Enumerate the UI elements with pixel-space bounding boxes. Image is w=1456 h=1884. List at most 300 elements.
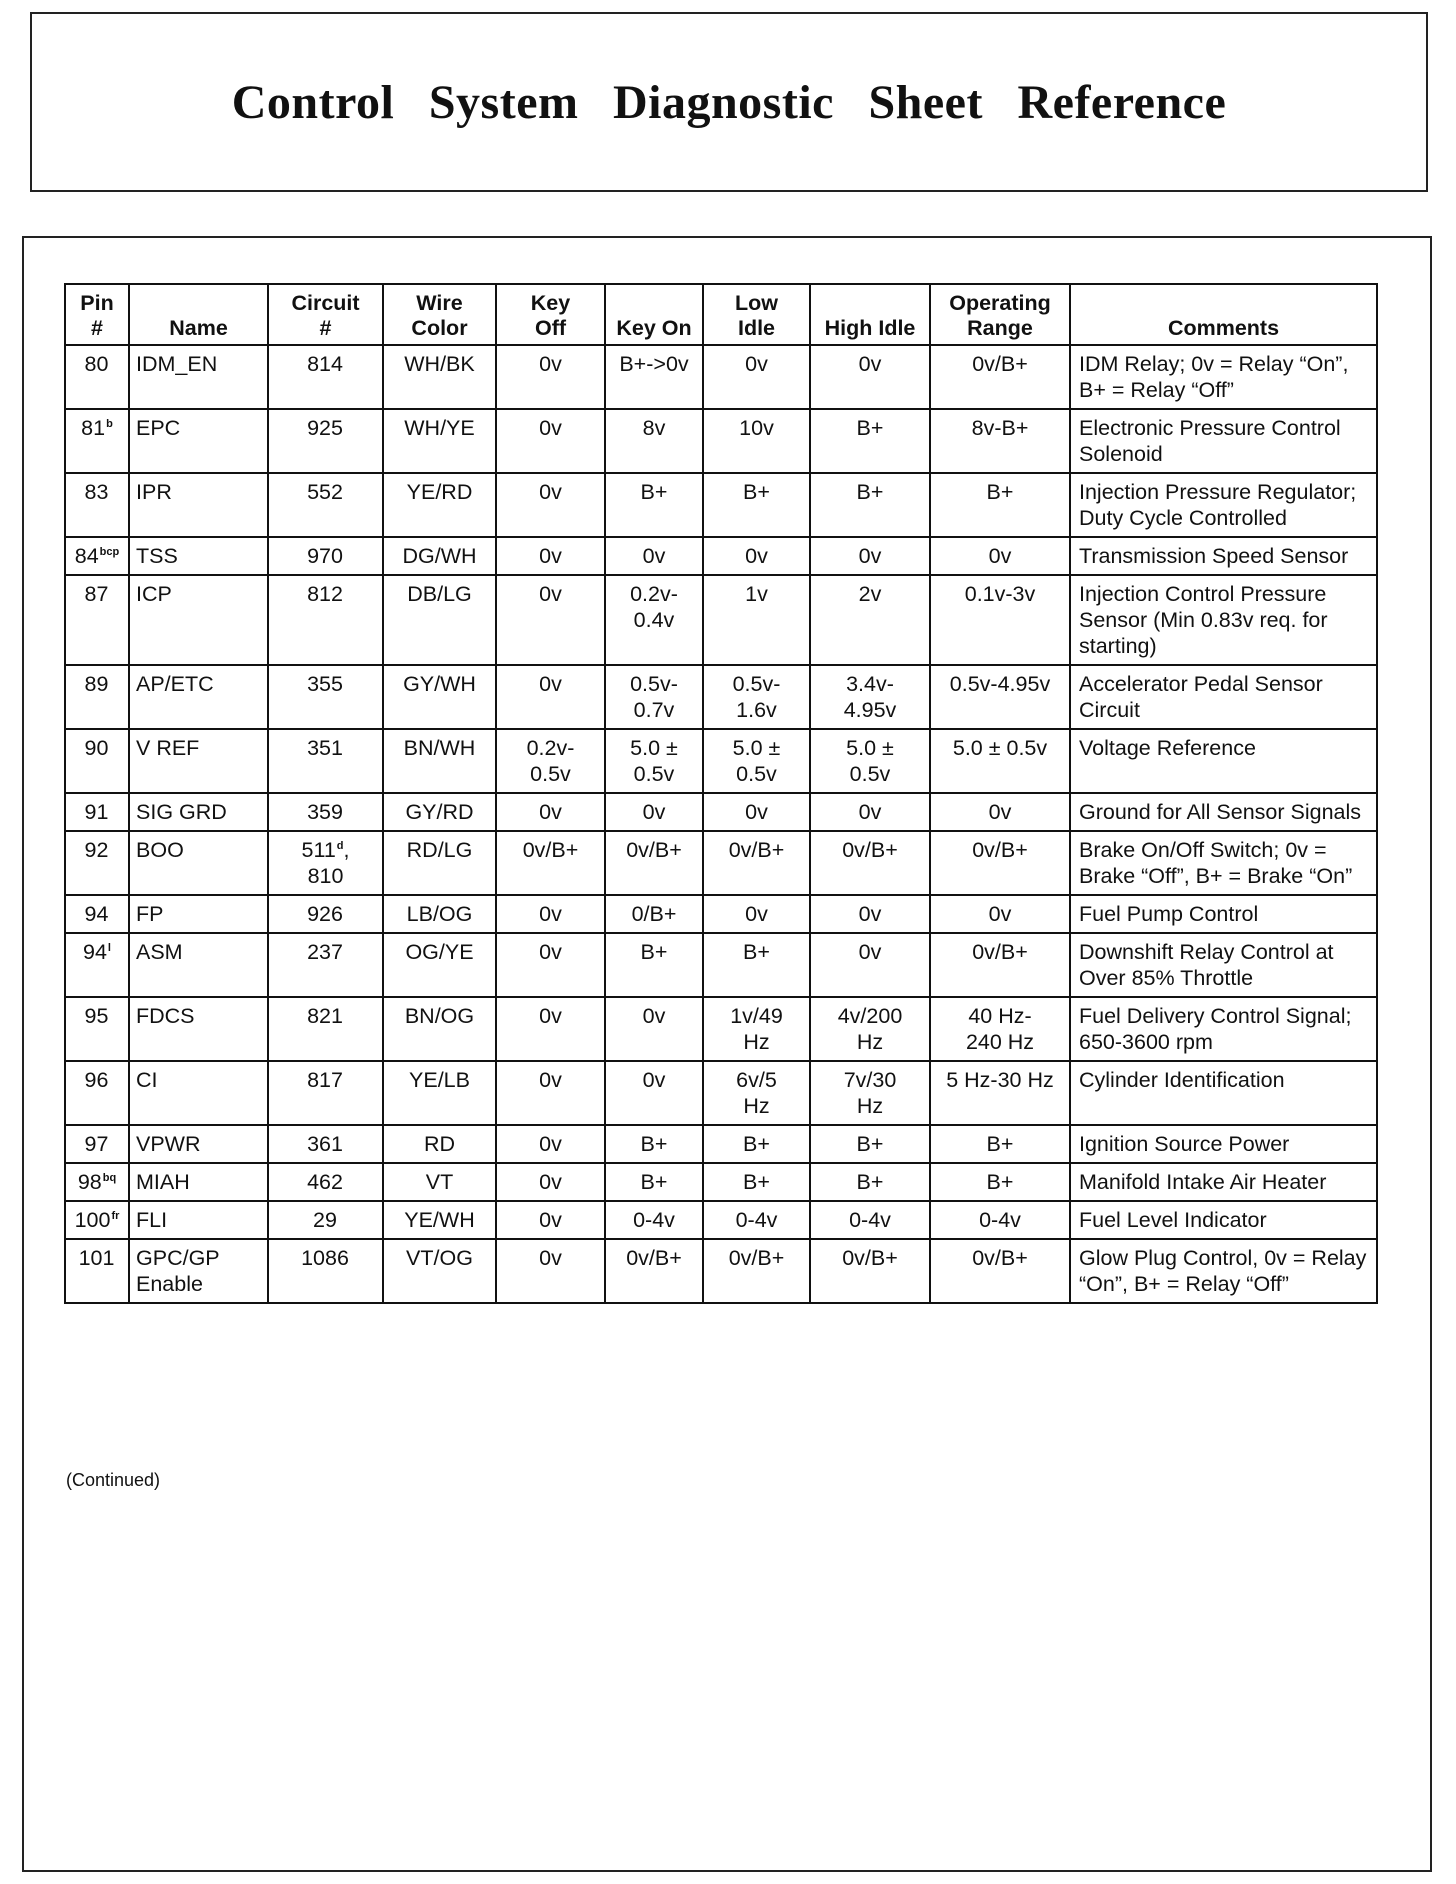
cell-pin bbox=[65, 345, 129, 409]
cell-low-idle bbox=[703, 933, 810, 997]
cell-low-idle-text: 0v bbox=[745, 352, 768, 376]
cell-name bbox=[129, 537, 268, 575]
cell-operating-range-text: 0.5v-4.95v bbox=[949, 672, 1051, 696]
table-row bbox=[65, 1061, 1377, 1125]
cell-pin-text: 96 bbox=[84, 1068, 109, 1092]
cell-comments-text: Manifold Intake Air Heater bbox=[1079, 1170, 1327, 1194]
cell-wire-color-text: RD bbox=[423, 1132, 456, 1156]
cell-key-off bbox=[496, 575, 605, 665]
cell-name-text: FP bbox=[136, 902, 164, 926]
cell-circuit-text: 355 bbox=[307, 672, 343, 696]
cell-low-idle-text: B+ bbox=[743, 1170, 770, 1194]
cell-wire-color-text: YE/WH bbox=[404, 1208, 475, 1232]
cell-key-on bbox=[605, 895, 703, 933]
cell-high-idle bbox=[810, 345, 930, 409]
cell-circuit-text: 29 bbox=[313, 1208, 337, 1232]
cell-comments bbox=[1070, 1163, 1377, 1201]
footnote-marker: d bbox=[336, 840, 344, 852]
cell-comments-text: Fuel Delivery Control Signal; 650-3600 rpm bbox=[1079, 1004, 1352, 1054]
cell-key-off-text: 0v bbox=[539, 352, 562, 376]
cell-operating-range bbox=[930, 409, 1070, 473]
cell-high-idle bbox=[810, 793, 930, 831]
cell-low-idle bbox=[703, 895, 810, 933]
cell-comments-text: Fuel Level Indicator bbox=[1079, 1208, 1267, 1232]
cell-high-idle bbox=[810, 537, 930, 575]
cell-comments bbox=[1070, 1125, 1377, 1163]
cell-high-idle-text: 0v bbox=[858, 352, 882, 376]
cell-name bbox=[129, 1061, 268, 1125]
cell-pin-text: 90 bbox=[84, 736, 109, 760]
cell-wire-color-text: RD/LG bbox=[406, 838, 473, 862]
cell-circuit bbox=[268, 1163, 383, 1201]
cell-high-idle-text: B+ bbox=[856, 1170, 884, 1194]
cell-key-on-text: 8v bbox=[642, 416, 666, 440]
content-box bbox=[22, 236, 1432, 1872]
table-row bbox=[65, 345, 1377, 409]
cell-low-idle-text: 0v/B+ bbox=[728, 838, 785, 862]
diagnostic-table bbox=[64, 283, 1378, 1304]
cell-circuit-text: 821 bbox=[307, 1004, 343, 1028]
cell-operating-range bbox=[930, 793, 1070, 831]
cell-key-on-text: 0.5v- 0.7v bbox=[630, 672, 678, 722]
cell-comments-text: Injection Pressure Regulator; Duty Cycle Controlled bbox=[1079, 480, 1357, 530]
cell-key-on-text: B+ bbox=[640, 940, 668, 964]
title-box bbox=[30, 12, 1428, 192]
cell-operating-range-text: 0v/B+ bbox=[972, 940, 1028, 964]
table-row bbox=[65, 997, 1377, 1061]
cell-low-idle bbox=[703, 345, 810, 409]
cell-key-on bbox=[605, 1201, 703, 1239]
page-title: Control System Diagnostic Sheet Reference bbox=[231, 75, 1227, 129]
cell-operating-range-text: 0.1v-3v bbox=[964, 582, 1036, 606]
cell-key-off bbox=[496, 1125, 605, 1163]
cell-key-off-text: 0v bbox=[539, 1246, 562, 1270]
cell-high-idle bbox=[810, 997, 930, 1061]
cell-low-idle-text: 0v bbox=[745, 902, 768, 926]
cell-comments bbox=[1070, 831, 1377, 895]
cell-comments-text: Fuel Pump Control bbox=[1079, 902, 1259, 926]
cell-pin bbox=[65, 473, 129, 537]
cell-wire-color bbox=[383, 665, 496, 729]
cell-comments-text: IDM Relay; 0v = Relay “On”, B+ = Relay “Off” bbox=[1079, 352, 1349, 402]
cell-name-text: ICP bbox=[136, 582, 172, 606]
cell-key-on-text: B+ bbox=[640, 480, 668, 504]
cell-circuit-text: 926 bbox=[307, 902, 343, 926]
cell-key-on bbox=[605, 729, 703, 793]
cell-pin bbox=[65, 409, 129, 473]
cell-circuit-text: 817 bbox=[307, 1068, 343, 1092]
cell-comments-text: Voltage Reference bbox=[1079, 736, 1256, 760]
cell-key-on-text: 0v/B+ bbox=[626, 1246, 682, 1270]
cell-circuit-text: 970 bbox=[307, 544, 343, 568]
cell-circuit bbox=[268, 997, 383, 1061]
cell-key-off bbox=[496, 729, 605, 793]
cell-pin bbox=[65, 933, 129, 997]
cell-name bbox=[129, 997, 268, 1061]
cell-operating-range bbox=[930, 1125, 1070, 1163]
cell-high-idle bbox=[810, 1201, 930, 1239]
cell-operating-range bbox=[930, 895, 1070, 933]
cell-low-idle-text: 6v/5 Hz bbox=[736, 1068, 777, 1118]
cell-comments bbox=[1070, 933, 1377, 997]
cell-wire-color-text: GY/WH bbox=[403, 672, 476, 696]
table-row bbox=[65, 575, 1377, 665]
cell-key-off bbox=[496, 1201, 605, 1239]
cell-circuit bbox=[268, 729, 383, 793]
footnote-marker: b bbox=[106, 418, 113, 430]
cell-low-idle-text: 10v bbox=[739, 416, 774, 440]
header-operating-range: Operating Range bbox=[930, 284, 1070, 345]
cell-comments bbox=[1070, 1061, 1377, 1125]
cell-high-idle bbox=[810, 1239, 930, 1303]
cell-name-text: EPC bbox=[136, 416, 181, 440]
cell-wire-color-text: WH/YE bbox=[404, 416, 475, 440]
cell-pin-text: 94 bbox=[84, 902, 109, 926]
cell-circuit bbox=[268, 665, 383, 729]
cell-key-on bbox=[605, 793, 703, 831]
cell-high-idle-text: 0v bbox=[858, 940, 882, 964]
table-row bbox=[65, 473, 1377, 537]
cell-comments-text: Accelerator Pedal Sensor Circuit bbox=[1079, 672, 1323, 722]
continued-note: (Continued) bbox=[66, 1470, 161, 1490]
cell-operating-range-text: 5 Hz-30 Hz bbox=[946, 1068, 1054, 1092]
cell-comments-text: Brake On/Off Switch; 0v = Brake “Off”, B+ = Brake “On” bbox=[1079, 838, 1353, 888]
cell-key-off-text: 0v bbox=[539, 902, 562, 926]
table-row bbox=[65, 1239, 1377, 1303]
cell-operating-range bbox=[930, 933, 1070, 997]
cell-high-idle-text: 0v bbox=[858, 544, 882, 568]
cell-circuit bbox=[268, 1239, 383, 1303]
cell-key-off-text: 0v bbox=[539, 672, 562, 696]
header-wire-color: Wire Color bbox=[383, 284, 496, 345]
cell-operating-range bbox=[930, 345, 1070, 409]
cell-operating-range-text: B+ bbox=[986, 1132, 1014, 1156]
cell-key-on-text: 0-4v bbox=[633, 1208, 675, 1232]
cell-pin bbox=[65, 575, 129, 665]
cell-key-on-text: B+ bbox=[640, 1132, 668, 1156]
cell-high-idle bbox=[810, 729, 930, 793]
cell-key-off bbox=[496, 345, 605, 409]
cell-operating-range-text: B+ bbox=[986, 480, 1014, 504]
cell-comments-text: Ignition Source Power bbox=[1079, 1132, 1290, 1156]
cell-pin bbox=[65, 1163, 129, 1201]
cell-comments-text: Injection Control Pressure Sensor (Min 0.83v req. for starting) bbox=[1079, 582, 1328, 658]
cell-key-on bbox=[605, 473, 703, 537]
cell-low-idle-text: 1v bbox=[745, 582, 768, 606]
cell-low-idle-text: 0-4v bbox=[735, 1208, 778, 1232]
cell-low-idle bbox=[703, 409, 810, 473]
cell-wire-color-text: LB/OG bbox=[406, 902, 473, 926]
cell-circuit-text: 925 bbox=[307, 416, 343, 440]
table-row bbox=[65, 793, 1377, 831]
cell-name-text: MIAH bbox=[136, 1170, 190, 1194]
table-row bbox=[65, 409, 1377, 473]
cell-key-on bbox=[605, 409, 703, 473]
cell-key-on-text: 5.0 ± 0.5v bbox=[630, 736, 678, 786]
cell-name bbox=[129, 473, 268, 537]
cell-pin bbox=[65, 537, 129, 575]
cell-comments bbox=[1070, 473, 1377, 537]
cell-operating-range-text: 5.0 ± 0.5v bbox=[952, 736, 1048, 760]
cell-pin-text: 101 bbox=[78, 1246, 115, 1270]
cell-name-text: AP/ETC bbox=[136, 672, 214, 696]
cell-low-idle bbox=[703, 1201, 810, 1239]
cell-operating-range bbox=[930, 1239, 1070, 1303]
cell-operating-range bbox=[930, 575, 1070, 665]
cell-name-text: SIG GRD bbox=[136, 800, 227, 824]
header-name: Name bbox=[129, 284, 268, 345]
cell-name bbox=[129, 1125, 268, 1163]
cell-circuit bbox=[268, 793, 383, 831]
cell-pin-text: 94 bbox=[83, 940, 107, 964]
cell-key-on bbox=[605, 997, 703, 1061]
cell-circuit-extra: , 810 bbox=[307, 838, 350, 888]
cell-low-idle bbox=[703, 665, 810, 729]
cell-pin bbox=[65, 729, 129, 793]
cell-key-on bbox=[605, 575, 703, 665]
cell-comments bbox=[1070, 575, 1377, 665]
cell-key-off-text: 0v bbox=[539, 480, 562, 504]
table-row bbox=[65, 729, 1377, 793]
cell-key-on bbox=[605, 933, 703, 997]
cell-wire-color bbox=[383, 537, 496, 575]
cell-comments-text: Transmission Speed Sensor bbox=[1079, 544, 1349, 568]
cell-key-off-text: 0v bbox=[539, 416, 562, 440]
cell-wire-color bbox=[383, 997, 496, 1061]
table-row bbox=[65, 1163, 1377, 1201]
header-high-idle: High Idle bbox=[810, 284, 930, 345]
cell-wire-color bbox=[383, 729, 496, 793]
cell-circuit bbox=[268, 345, 383, 409]
cell-circuit bbox=[268, 933, 383, 997]
cell-wire-color-text: BN/WH bbox=[403, 736, 476, 760]
table-row bbox=[65, 831, 1377, 895]
cell-operating-range-text: 40 Hz- 240 Hz bbox=[965, 1004, 1035, 1054]
cell-low-idle-text: 0v bbox=[745, 800, 768, 824]
cell-name bbox=[129, 1163, 268, 1201]
cell-wire-color-text: WH/BK bbox=[404, 352, 475, 376]
cell-pin bbox=[65, 895, 129, 933]
cell-high-idle-text: 7v/30 Hz bbox=[843, 1068, 897, 1118]
cell-wire-color bbox=[383, 831, 496, 895]
footnote-marker: fr bbox=[111, 1210, 120, 1222]
cell-circuit bbox=[268, 409, 383, 473]
cell-high-idle-text: 0v/B+ bbox=[842, 838, 898, 862]
cell-high-idle-text: B+ bbox=[856, 416, 884, 440]
cell-low-idle bbox=[703, 1125, 810, 1163]
cell-key-off-text: 0v bbox=[539, 1004, 562, 1028]
cell-high-idle-text: B+ bbox=[856, 1132, 884, 1156]
cell-wire-color bbox=[383, 473, 496, 537]
cell-comments bbox=[1070, 1201, 1377, 1239]
table-header-row bbox=[65, 284, 1377, 345]
cell-comments bbox=[1070, 1239, 1377, 1303]
cell-wire-color-text: OG/YE bbox=[405, 940, 474, 964]
header-circuit: Circuit # bbox=[268, 284, 383, 345]
cell-low-idle bbox=[703, 575, 810, 665]
cell-pin-text: 83 bbox=[84, 480, 109, 504]
cell-circuit bbox=[268, 1125, 383, 1163]
cell-key-off bbox=[496, 997, 605, 1061]
cell-operating-range bbox=[930, 1201, 1070, 1239]
cell-key-off bbox=[496, 409, 605, 473]
header-pin: Pin # bbox=[65, 284, 129, 345]
cell-pin-text: 87 bbox=[84, 582, 109, 606]
cell-low-idle-text: B+ bbox=[743, 480, 770, 504]
cell-circuit-text: 359 bbox=[307, 800, 343, 824]
cell-high-idle-text: 3.4v- 4.95v bbox=[843, 672, 897, 722]
cell-wire-color bbox=[383, 933, 496, 997]
table-row bbox=[65, 665, 1377, 729]
cell-key-off bbox=[496, 537, 605, 575]
cell-operating-range-text: 0v bbox=[988, 544, 1012, 568]
cell-pin-text: 84 bbox=[74, 544, 99, 568]
cell-pin-text: 89 bbox=[84, 672, 109, 696]
cell-key-on-text: B+ bbox=[640, 1170, 668, 1194]
cell-high-idle bbox=[810, 895, 930, 933]
cell-high-idle-text: B+ bbox=[856, 480, 884, 504]
cell-pin bbox=[65, 831, 129, 895]
cell-circuit-text: 511 bbox=[301, 838, 336, 862]
cell-key-on bbox=[605, 1125, 703, 1163]
cell-name bbox=[129, 665, 268, 729]
cell-operating-range bbox=[930, 831, 1070, 895]
cell-wire-color bbox=[383, 1163, 496, 1201]
cell-high-idle bbox=[810, 831, 930, 895]
cell-wire-color-text: YE/RD bbox=[406, 480, 473, 504]
table-row bbox=[65, 895, 1377, 933]
cell-key-off-text: 0.2v- 0.5v bbox=[526, 736, 575, 786]
cell-low-idle bbox=[703, 1163, 810, 1201]
cell-comments-text: Electronic Pressure Control Solenoid bbox=[1079, 416, 1341, 466]
cell-circuit bbox=[268, 895, 383, 933]
cell-key-on-text: 0v bbox=[642, 1004, 666, 1028]
cell-wire-color-text: VT/OG bbox=[406, 1246, 473, 1270]
cell-pin bbox=[65, 1125, 129, 1163]
cell-operating-range bbox=[930, 729, 1070, 793]
cell-operating-range-text: 0v/B+ bbox=[972, 838, 1028, 862]
cell-low-idle bbox=[703, 793, 810, 831]
header-comments: Comments bbox=[1070, 284, 1377, 345]
cell-circuit-text: 351 bbox=[307, 736, 343, 760]
cell-low-idle-text: 0v/B+ bbox=[728, 1246, 785, 1270]
cell-high-idle-text: 0v/B+ bbox=[842, 1246, 898, 1270]
cell-name bbox=[129, 729, 268, 793]
cell-high-idle bbox=[810, 1061, 930, 1125]
cell-wire-color-text: BN/OG bbox=[404, 1004, 475, 1028]
cell-high-idle-text: 4v/200 Hz bbox=[837, 1004, 903, 1054]
cell-low-idle bbox=[703, 831, 810, 895]
cell-circuit bbox=[268, 831, 383, 895]
cell-high-idle bbox=[810, 575, 930, 665]
cell-comments bbox=[1070, 537, 1377, 575]
cell-name-text: VPWR bbox=[136, 1132, 201, 1156]
cell-name-text: ASM bbox=[136, 940, 183, 964]
cell-circuit bbox=[268, 473, 383, 537]
cell-operating-range-text: 0v/B+ bbox=[972, 1246, 1028, 1270]
cell-wire-color bbox=[383, 345, 496, 409]
cell-name-text: FLI bbox=[136, 1208, 168, 1232]
cell-low-idle-text: B+ bbox=[743, 940, 770, 964]
table-body bbox=[65, 345, 1377, 1303]
cell-wire-color bbox=[383, 1239, 496, 1303]
cell-high-idle bbox=[810, 1163, 930, 1201]
cell-pin bbox=[65, 1061, 129, 1125]
cell-key-off bbox=[496, 831, 605, 895]
footnote-marker: bcp bbox=[99, 546, 120, 558]
cell-circuit bbox=[268, 1201, 383, 1239]
cell-wire-color bbox=[383, 793, 496, 831]
cell-name-text: V REF bbox=[136, 736, 200, 760]
cell-wire-color bbox=[383, 895, 496, 933]
cell-name-text: TSS bbox=[136, 544, 178, 568]
cell-circuit bbox=[268, 537, 383, 575]
cell-key-on-text: 0.2v- 0.4v bbox=[630, 582, 678, 632]
cell-low-idle bbox=[703, 1061, 810, 1125]
cell-name-text: IPR bbox=[136, 480, 172, 504]
cell-operating-range bbox=[930, 1163, 1070, 1201]
cell-name bbox=[129, 575, 268, 665]
cell-pin-text: 100 bbox=[74, 1208, 111, 1232]
cell-circuit-text: 812 bbox=[307, 582, 343, 606]
cell-key-off-text: 0v bbox=[539, 582, 562, 606]
cell-name bbox=[129, 831, 268, 895]
cell-key-off-text: 0v bbox=[539, 1132, 562, 1156]
cell-operating-range-text: 0-4v bbox=[979, 1208, 1021, 1232]
cell-wire-color bbox=[383, 1061, 496, 1125]
cell-key-on-text: 0v/B+ bbox=[626, 838, 682, 862]
cell-key-off-text: 0v bbox=[539, 1068, 562, 1092]
cell-wire-color-text: YE/LB bbox=[409, 1068, 470, 1092]
cell-key-on-text: 0v bbox=[642, 1068, 666, 1092]
cell-key-off-text: 0v/B+ bbox=[522, 838, 579, 862]
table-row bbox=[65, 537, 1377, 575]
cell-name bbox=[129, 409, 268, 473]
cell-name bbox=[129, 793, 268, 831]
cell-wire-color bbox=[383, 1201, 496, 1239]
cell-high-idle-text: 5.0 ± 0.5v bbox=[846, 736, 894, 786]
cell-high-idle bbox=[810, 665, 930, 729]
cell-comments bbox=[1070, 409, 1377, 473]
cell-comments-text: Cylinder Identification bbox=[1079, 1068, 1285, 1092]
cell-comments bbox=[1070, 665, 1377, 729]
cell-wire-color bbox=[383, 409, 496, 473]
cell-key-off-text: 0v bbox=[539, 1208, 562, 1232]
cell-comments bbox=[1070, 895, 1377, 933]
cell-pin bbox=[65, 1239, 129, 1303]
cell-key-off bbox=[496, 1163, 605, 1201]
cell-key-on bbox=[605, 665, 703, 729]
cell-high-idle bbox=[810, 1125, 930, 1163]
cell-key-off bbox=[496, 895, 605, 933]
cell-operating-range-text: 8v-B+ bbox=[971, 416, 1029, 440]
cell-key-on bbox=[605, 1061, 703, 1125]
cell-high-idle-text: 0v bbox=[858, 902, 882, 926]
cell-comments bbox=[1070, 345, 1377, 409]
cell-pin bbox=[65, 997, 129, 1061]
cell-name bbox=[129, 1239, 268, 1303]
cell-high-idle-text: 0-4v bbox=[849, 1208, 891, 1232]
cell-key-on bbox=[605, 1163, 703, 1201]
cell-high-idle-text: 2v bbox=[858, 582, 882, 606]
cell-pin-text: 95 bbox=[84, 1004, 109, 1028]
cell-circuit-text: 361 bbox=[307, 1132, 343, 1156]
cell-low-idle bbox=[703, 537, 810, 575]
cell-key-off-text: 0v bbox=[539, 800, 562, 824]
cell-name bbox=[129, 895, 268, 933]
table-row bbox=[65, 1125, 1377, 1163]
table-row bbox=[65, 933, 1377, 997]
